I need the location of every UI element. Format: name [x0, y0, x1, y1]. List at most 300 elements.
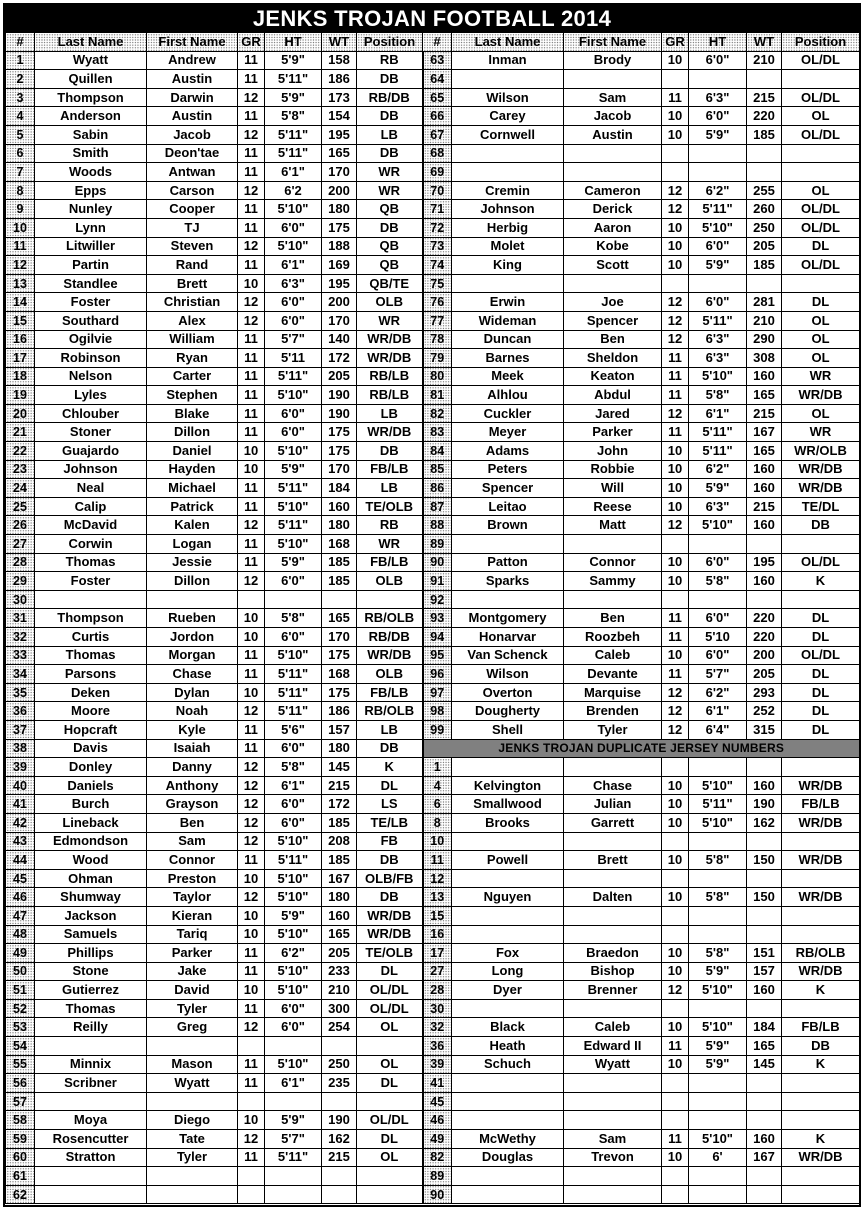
left-weight-cell: 215	[322, 776, 357, 795]
table-row	[6, 906, 860, 925]
left-position-cell: FB/LB	[357, 460, 423, 479]
right-position-cell: DL	[782, 720, 860, 739]
left-position-cell: OL/DL	[357, 1111, 423, 1130]
left-number-cell: 57	[6, 1092, 35, 1111]
right-number-cell: 88	[423, 516, 452, 535]
left-height-cell: 5'6"	[265, 720, 322, 739]
duplicate-weight-cell	[747, 999, 782, 1018]
table-row	[6, 813, 860, 832]
duplicate-height-cell: 5'8"	[689, 944, 747, 963]
left-height-cell: 6'0"	[265, 572, 322, 591]
left-grade-cell: 12	[238, 88, 265, 107]
duplicate-first-name-cell: Brett	[564, 851, 662, 870]
left-grade-cell: 12	[238, 1018, 265, 1037]
left-weight-cell: 170	[322, 628, 357, 647]
left-grade-cell: 11	[238, 386, 265, 405]
left-grade-cell: 11	[238, 665, 265, 684]
right-height-cell	[689, 274, 747, 293]
right-first-name-cell	[564, 144, 662, 163]
right-grade-cell: 12	[662, 200, 689, 219]
left-grade-cell: 11	[238, 720, 265, 739]
right-weight-cell: 293	[747, 683, 782, 702]
left-first-name-cell: Antwan	[147, 163, 238, 182]
right-last-name-cell: Overton	[452, 683, 564, 702]
left-grade-cell: 11	[238, 107, 265, 126]
left-number-cell: 15	[6, 311, 35, 330]
right-weight-cell: 260	[747, 200, 782, 219]
left-header-grade: GR	[238, 33, 265, 52]
left-height-cell: 6'0"	[265, 739, 322, 758]
right-last-name-cell: Honarvar	[452, 628, 564, 647]
right-last-name-cell	[452, 274, 564, 293]
left-position-cell	[357, 1092, 423, 1111]
page-title: JENKS TROJAN FOOTBALL 2014	[5, 5, 859, 32]
left-height-cell: 6'1"	[265, 776, 322, 795]
duplicate-number-cell: 11	[423, 851, 452, 870]
duplicate-height-cell: 5'8"	[689, 888, 747, 907]
right-weight-cell: 200	[747, 646, 782, 665]
duplicate-number-cell: 4	[423, 776, 452, 795]
right-weight-cell: 160	[747, 479, 782, 498]
left-number-cell: 50	[6, 962, 35, 981]
left-height-cell: 5'11"	[265, 665, 322, 684]
right-weight-cell: 160	[747, 516, 782, 535]
right-weight-cell: 160	[747, 367, 782, 386]
right-first-name-cell	[564, 70, 662, 89]
right-header-first-name: First Name	[564, 33, 662, 52]
left-first-name-cell: Deon'tae	[147, 144, 238, 163]
duplicate-first-name-cell: Brenner	[564, 981, 662, 1000]
left-height-cell: 6'1"	[265, 256, 322, 275]
left-grade-cell: 11	[238, 200, 265, 219]
left-first-name-cell	[147, 590, 238, 609]
left-first-name-cell: Jake	[147, 962, 238, 981]
left-last-name-cell: Foster	[35, 293, 147, 312]
right-number-cell: 75	[423, 274, 452, 293]
left-grade-cell: 11	[238, 367, 265, 386]
right-last-name-cell: Cremin	[452, 181, 564, 200]
duplicate-grade-cell	[662, 925, 689, 944]
left-height-cell: 5'10"	[265, 386, 322, 405]
right-first-name-cell: Abdul	[564, 386, 662, 405]
right-weight-cell: 252	[747, 702, 782, 721]
left-number-cell: 4	[6, 107, 35, 126]
left-height-cell: 5'11"	[265, 367, 322, 386]
left-last-name-cell	[35, 1185, 147, 1204]
right-position-cell: DL	[782, 609, 860, 628]
left-weight-cell: 158	[322, 51, 357, 70]
duplicate-jersey-header: JENKS TROJAN DUPLICATE JERSEY NUMBERS	[423, 739, 860, 758]
left-last-name-cell: Thomas	[35, 553, 147, 572]
left-grade-cell: 11	[238, 999, 265, 1018]
right-first-name-cell: Parker	[564, 423, 662, 442]
left-first-name-cell: Brett	[147, 274, 238, 293]
right-height-cell: 5'11"	[689, 423, 747, 442]
duplicate-number-cell: 49	[423, 1130, 452, 1149]
duplicate-grade-cell	[662, 869, 689, 888]
table-row	[6, 163, 860, 182]
left-grade-cell: 11	[238, 163, 265, 182]
right-first-name-cell: Brenden	[564, 702, 662, 721]
right-header-grade: GR	[662, 33, 689, 52]
right-position-cell	[782, 274, 860, 293]
table-row	[6, 702, 860, 721]
left-position-cell: OL	[357, 1055, 423, 1074]
right-last-name-cell: Peters	[452, 460, 564, 479]
left-position-cell: WR/DB	[357, 330, 423, 349]
right-weight-cell: 205	[747, 665, 782, 684]
left-position-cell: LB	[357, 720, 423, 739]
duplicate-number-cell: 16	[423, 925, 452, 944]
left-last-name-cell: Thomas	[35, 646, 147, 665]
duplicate-last-name-cell	[452, 758, 564, 777]
duplicate-grade-cell	[662, 1167, 689, 1186]
left-first-name-cell: Logan	[147, 535, 238, 554]
duplicate-weight-cell	[747, 832, 782, 851]
duplicate-grade-cell: 10	[662, 1055, 689, 1074]
right-position-cell: TE/DL	[782, 497, 860, 516]
right-number-cell: 70	[423, 181, 452, 200]
left-grade-cell: 12	[238, 888, 265, 907]
left-number-cell: 12	[6, 256, 35, 275]
left-position-cell: WR/DB	[357, 349, 423, 368]
left-position-cell: DB	[357, 144, 423, 163]
right-grade-cell	[662, 274, 689, 293]
duplicate-grade-cell	[662, 1092, 689, 1111]
duplicate-weight-cell: 145	[747, 1055, 782, 1074]
right-number-cell: 79	[423, 349, 452, 368]
duplicate-height-cell	[689, 1111, 747, 1130]
left-grade-cell	[238, 1185, 265, 1204]
left-first-name-cell: Parker	[147, 944, 238, 963]
right-height-cell	[689, 70, 747, 89]
left-number-cell: 5	[6, 125, 35, 144]
left-first-name-cell: Rand	[147, 256, 238, 275]
left-first-name-cell: Sam	[147, 832, 238, 851]
right-last-name-cell	[452, 590, 564, 609]
right-last-name-cell: Inman	[452, 51, 564, 70]
duplicate-first-name-cell: Bishop	[564, 962, 662, 981]
right-weight-cell	[747, 163, 782, 182]
left-grade-cell: 11	[238, 646, 265, 665]
right-position-cell: WR	[782, 367, 860, 386]
left-grade-cell: 11	[238, 535, 265, 554]
left-height-cell: 5'11"	[265, 702, 322, 721]
left-last-name-cell: Edmondson	[35, 832, 147, 851]
duplicate-position-cell: WR/DB	[782, 776, 860, 795]
left-last-name-cell: Wood	[35, 851, 147, 870]
duplicate-height-cell: 5'10"	[689, 813, 747, 832]
right-weight-cell: 255	[747, 181, 782, 200]
duplicate-first-name-cell	[564, 999, 662, 1018]
left-grade-cell: 10	[238, 628, 265, 647]
left-last-name-cell: Hopcraft	[35, 720, 147, 739]
right-last-name-cell: Wideman	[452, 311, 564, 330]
left-first-name-cell: Wyatt	[147, 1074, 238, 1093]
right-height-cell: 6'3"	[689, 497, 747, 516]
left-number-cell: 52	[6, 999, 35, 1018]
left-first-name-cell: Carter	[147, 367, 238, 386]
duplicate-weight-cell: 162	[747, 813, 782, 832]
left-last-name-cell: Shumway	[35, 888, 147, 907]
left-first-name-cell: Danny	[147, 758, 238, 777]
duplicate-first-name-cell	[564, 925, 662, 944]
right-first-name-cell: Matt	[564, 516, 662, 535]
right-position-cell	[782, 590, 860, 609]
right-number-cell: 85	[423, 460, 452, 479]
left-position-cell: OL	[357, 1018, 423, 1037]
left-position-cell: K	[357, 758, 423, 777]
duplicate-position-cell: WR/DB	[782, 888, 860, 907]
left-position-cell: DL	[357, 1130, 423, 1149]
left-number-cell: 37	[6, 720, 35, 739]
left-last-name-cell: Moya	[35, 1111, 147, 1130]
right-number-cell: 90	[423, 553, 452, 572]
left-weight-cell: 175	[322, 423, 357, 442]
left-position-cell: FB	[357, 832, 423, 851]
left-last-name-cell: Phillips	[35, 944, 147, 963]
left-number-cell: 60	[6, 1148, 35, 1167]
right-first-name-cell	[564, 274, 662, 293]
table-row	[6, 125, 860, 144]
right-header-last-name: Last Name	[452, 33, 564, 52]
left-number-cell: 7	[6, 163, 35, 182]
table-row	[6, 237, 860, 256]
left-last-name-cell: Chlouber	[35, 404, 147, 423]
duplicate-grade-cell: 11	[662, 1037, 689, 1056]
right-first-name-cell: Jacob	[564, 107, 662, 126]
left-first-name-cell: Morgan	[147, 646, 238, 665]
left-number-cell: 47	[6, 906, 35, 925]
right-position-cell	[782, 70, 860, 89]
right-grade-cell: 12	[662, 311, 689, 330]
right-height-cell: 5'10	[689, 628, 747, 647]
table-row	[6, 1185, 860, 1204]
right-position-cell: OL	[782, 107, 860, 126]
left-first-name-cell	[147, 1037, 238, 1056]
left-height-cell: 6'0"	[265, 813, 322, 832]
duplicate-weight-cell: 160	[747, 981, 782, 1000]
table-row	[6, 1074, 860, 1093]
duplicate-first-name-cell	[564, 1092, 662, 1111]
right-number-cell: 64	[423, 70, 452, 89]
table-row	[6, 516, 860, 535]
right-first-name-cell: Connor	[564, 553, 662, 572]
right-number-cell: 97	[423, 683, 452, 702]
right-height-cell: 6'2"	[689, 181, 747, 200]
right-last-name-cell: Sparks	[452, 572, 564, 591]
duplicate-position-cell	[782, 832, 860, 851]
duplicate-height-cell: 5'10"	[689, 981, 747, 1000]
left-height-cell	[265, 1092, 322, 1111]
right-weight-cell: 220	[747, 609, 782, 628]
left-first-name-cell: Mason	[147, 1055, 238, 1074]
left-weight-cell: 175	[322, 442, 357, 461]
duplicate-last-name-cell	[452, 869, 564, 888]
left-last-name-cell: Neal	[35, 479, 147, 498]
duplicate-height-cell: 5'8"	[689, 851, 747, 870]
left-number-cell: 29	[6, 572, 35, 591]
table-row	[6, 274, 860, 293]
duplicate-first-name-cell: Edward II	[564, 1037, 662, 1056]
duplicate-weight-cell	[747, 1092, 782, 1111]
right-height-cell: 6'0"	[689, 51, 747, 70]
left-last-name-cell: Robinson	[35, 349, 147, 368]
right-grade-cell: 12	[662, 683, 689, 702]
left-header-weight: WT	[322, 33, 357, 52]
left-first-name-cell: Christian	[147, 293, 238, 312]
left-grade-cell: 11	[238, 51, 265, 70]
duplicate-grade-cell: 10	[662, 944, 689, 963]
left-weight-cell: 170	[322, 163, 357, 182]
duplicate-number-cell: 36	[423, 1037, 452, 1056]
right-number-cell: 91	[423, 572, 452, 591]
left-number-cell: 18	[6, 367, 35, 386]
left-last-name-cell: Woods	[35, 163, 147, 182]
right-position-cell: WR	[782, 423, 860, 442]
left-height-cell: 6'3"	[265, 274, 322, 293]
left-number-cell: 41	[6, 795, 35, 814]
left-weight-cell: 168	[322, 665, 357, 684]
left-position-cell: RB/LB	[357, 367, 423, 386]
right-height-cell: 5'11"	[689, 311, 747, 330]
right-last-name-cell: Erwin	[452, 293, 564, 312]
left-grade-cell: 12	[238, 572, 265, 591]
left-weight-cell: 186	[322, 70, 357, 89]
left-last-name-cell: Ogilvie	[35, 330, 147, 349]
right-grade-cell: 11	[662, 423, 689, 442]
left-position-cell: DB	[357, 888, 423, 907]
left-grade-cell: 11	[238, 218, 265, 237]
left-grade-cell: 11	[238, 349, 265, 368]
duplicate-last-name-cell	[452, 1185, 564, 1204]
duplicate-position-cell	[782, 925, 860, 944]
duplicate-height-cell: 5'11"	[689, 795, 747, 814]
left-number-cell: 8	[6, 181, 35, 200]
duplicate-last-name-cell	[452, 1092, 564, 1111]
right-position-cell	[782, 144, 860, 163]
right-position-cell: DL	[782, 628, 860, 647]
table-row	[6, 832, 860, 851]
left-first-name-cell: Andrew	[147, 51, 238, 70]
left-last-name-cell: Sabin	[35, 125, 147, 144]
left-position-cell: TE/OLB	[357, 944, 423, 963]
left-height-cell: 5'10"	[265, 981, 322, 1000]
duplicate-grade-cell	[662, 1185, 689, 1204]
left-grade-cell: 11	[238, 553, 265, 572]
table-row	[6, 330, 860, 349]
right-number-cell: 63	[423, 51, 452, 70]
left-height-cell: 5'10"	[265, 962, 322, 981]
right-first-name-cell: Sammy	[564, 572, 662, 591]
left-weight-cell: 205	[322, 944, 357, 963]
right-first-name-cell: Spencer	[564, 311, 662, 330]
left-position-cell: WR/DB	[357, 906, 423, 925]
left-grade-cell: 11	[238, 497, 265, 516]
right-weight-cell: 215	[747, 404, 782, 423]
duplicate-weight-cell: 151	[747, 944, 782, 963]
left-grade-cell: 11	[238, 1148, 265, 1167]
left-weight-cell: 210	[322, 981, 357, 1000]
left-weight-cell: 185	[322, 572, 357, 591]
left-height-cell: 5'10"	[265, 237, 322, 256]
roster-sheet	[3, 3, 861, 1207]
left-height-cell: 5'9"	[265, 88, 322, 107]
right-first-name-cell: John	[564, 442, 662, 461]
left-position-cell: OL	[357, 1148, 423, 1167]
right-grade-cell: 11	[662, 367, 689, 386]
right-weight-cell: 160	[747, 572, 782, 591]
left-grade-cell: 10	[238, 442, 265, 461]
left-position-cell: DB	[357, 218, 423, 237]
right-position-cell: DL	[782, 683, 860, 702]
left-first-name-cell: Hayden	[147, 460, 238, 479]
right-weight-cell	[747, 535, 782, 554]
table-row	[6, 944, 860, 963]
table-row	[6, 683, 860, 702]
right-weight-cell: 220	[747, 628, 782, 647]
left-position-cell: LB	[357, 404, 423, 423]
right-weight-cell: 160	[747, 460, 782, 479]
left-first-name-cell: Dillon	[147, 572, 238, 591]
right-last-name-cell: Dougherty	[452, 702, 564, 721]
duplicate-last-name-cell	[452, 1167, 564, 1186]
right-weight-cell: 185	[747, 256, 782, 275]
right-last-name-cell	[452, 163, 564, 182]
right-height-cell: 5'9"	[689, 256, 747, 275]
left-position-cell: DL	[357, 962, 423, 981]
left-height-cell: 5'11"	[265, 144, 322, 163]
left-height-cell: 5'10"	[265, 535, 322, 554]
left-grade-cell: 12	[238, 832, 265, 851]
right-number-cell: 66	[423, 107, 452, 126]
right-number-cell: 76	[423, 293, 452, 312]
table-row	[6, 1018, 860, 1037]
left-position-cell: LS	[357, 795, 423, 814]
left-weight-cell: 157	[322, 720, 357, 739]
duplicate-weight-cell: 160	[747, 776, 782, 795]
left-position-cell: QB	[357, 237, 423, 256]
left-height-cell: 6'1"	[265, 1074, 322, 1093]
left-grade-cell: 12	[238, 758, 265, 777]
duplicate-grade-cell	[662, 758, 689, 777]
right-last-name-cell: Cornwell	[452, 125, 564, 144]
left-grade-cell: 10	[238, 274, 265, 293]
right-position-cell: OL/DL	[782, 125, 860, 144]
left-first-name-cell: William	[147, 330, 238, 349]
table-row	[6, 999, 860, 1018]
duplicate-grade-cell	[662, 999, 689, 1018]
left-number-cell: 45	[6, 869, 35, 888]
table-row	[6, 553, 860, 572]
left-last-name-cell: Daniels	[35, 776, 147, 795]
right-grade-cell: 10	[662, 218, 689, 237]
left-number-cell: 2	[6, 70, 35, 89]
left-position-cell: TE/LB	[357, 813, 423, 832]
left-first-name-cell: Taylor	[147, 888, 238, 907]
right-height-cell: 6'0"	[689, 237, 747, 256]
left-last-name-cell: Moore	[35, 702, 147, 721]
left-position-cell: LB	[357, 479, 423, 498]
left-position-cell: DB	[357, 739, 423, 758]
table-row	[6, 181, 860, 200]
left-grade-cell: 12	[238, 1130, 265, 1149]
duplicate-grade-cell: 10	[662, 962, 689, 981]
left-number-cell: 53	[6, 1018, 35, 1037]
left-position-cell: TE/OLB	[357, 497, 423, 516]
duplicate-number-cell: 39	[423, 1055, 452, 1074]
duplicate-height-cell: 6'	[689, 1148, 747, 1167]
